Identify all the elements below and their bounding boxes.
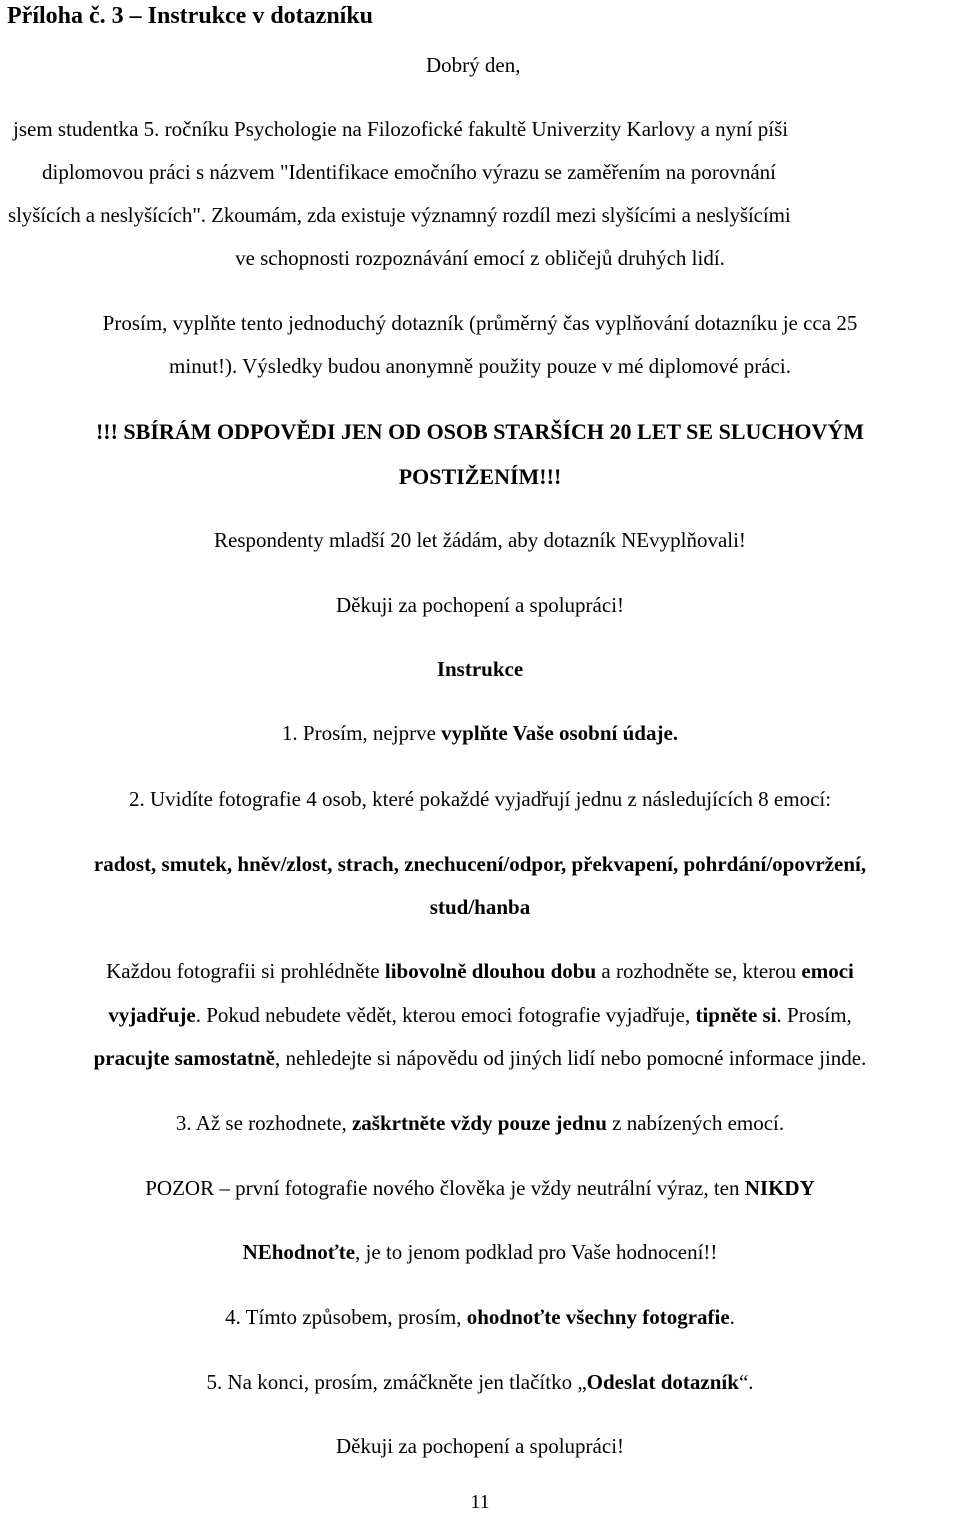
- photo-instruction-line-1: [0, 961, 960, 982]
- step-4-bold: ohodnoťte všechny fotografie: [466, 1305, 730, 1329]
- warning-text: POZOR – první fotografie nového člověka je vždy neutrální výraz, ten: [145, 1176, 745, 1200]
- step-1-text: 1. Prosím, nejprve: [281, 721, 442, 745]
- warning-text-end: , je to jenom podklad pro Vaše hodnocení!!: [355, 1240, 718, 1264]
- photo-text-3: . Pokud nebudete vědět, kterou emoci fotografie vyjadřuje,: [195, 1003, 696, 1027]
- photo-text-2: a rozhodněte se, kterou: [596, 959, 802, 983]
- photo-bold-3: vyjadřuje: [108, 1003, 196, 1027]
- photo-text-1: Každou fotografii si prohlédněte: [106, 959, 385, 983]
- warning-line-2: [0, 1242, 960, 1263]
- photo-text-5: , nehledejte si nápovědu od jiných lidí nebo pomocné informace jinde.: [275, 1046, 867, 1070]
- step-5-text: 5. Na konci, prosím, zmáčkněte jen tlačítko „: [206, 1370, 587, 1394]
- step-4: [0, 1307, 960, 1328]
- step-1-bold: vyplňte Vaše osobní údaje.: [441, 721, 679, 745]
- photo-instruction-line-2: [0, 1005, 960, 1026]
- request-line-2: minut!). Výsledky budou anonymně použity pouze v mé diplomové práci.: [169, 354, 791, 378]
- photo-instruction-line-3: [0, 1048, 960, 1069]
- emotions-line-2: [0, 897, 960, 918]
- step-5-bold: Odeslat dotazník: [586, 1370, 739, 1394]
- photo-bold-1: libovolně dlouhou dobu: [384, 959, 597, 983]
- warning-line-1: [0, 1178, 960, 1199]
- greeting: Dobrý den,: [426, 53, 521, 77]
- photo-bold-5: pracujte samostatně: [93, 1046, 276, 1070]
- warning-bold-1: NIKDY: [744, 1176, 815, 1200]
- step-4-text: 4. Tímto způsobem, prosím,: [225, 1305, 467, 1329]
- request-line-1: Prosím, vyplňte tento jednoduchý dotazník (průměrný čas vyplňování dotazníku je cca 25: [102, 311, 858, 335]
- page-heading: Příloha č. 3 – Instrukce v dotazníku: [7, 3, 374, 29]
- warning-bold-2: NEhodnoťte: [242, 1240, 356, 1264]
- step-3-text: 3. Až se rozhodnete,: [175, 1111, 352, 1135]
- notice-line-1: !!! SBÍRÁM ODPOVĚDI JEN OD OSOB STARŠÍCH 20 LET SE SLUCHOVÝM: [95, 419, 865, 444]
- step-3-bold: zaškrtněte vždy pouze jednu: [351, 1111, 607, 1135]
- photo-bold-4: tipněte si: [695, 1003, 777, 1027]
- photo-bold-2: emoci: [801, 959, 854, 983]
- step-5-text-end: “.: [738, 1370, 754, 1394]
- step-1: [0, 723, 960, 744]
- emotions-list-2: stud/hanba: [429, 895, 531, 919]
- younger-respondents-note: Respondenty mladší 20 let žádám, aby dotazník NEvyplňovali!: [214, 528, 746, 552]
- emotions-list-1: radost, smutek, hněv/zlost, strach, znechucení/odpor, překvapení, pohrdání/opovržení,: [93, 852, 867, 876]
- thanks-text: Děkuji za pochopení a spolupráci!: [335, 593, 625, 617]
- instructions-title: Instrukce: [436, 657, 524, 681]
- step-3-text-end: z nabízených emocí.: [606, 1111, 785, 1135]
- intro-line-3: slyšících a neslyšících". Zkoumám, zda existuje významný rozdíl mezi slyšícími a neslyšícími: [8, 203, 791, 227]
- step-2: 2. Uvidíte fotografie 4 osob, které pokaždé vyjadřují jednu z následujících 8 emocí:: [128, 787, 832, 811]
- intro-line-1: jsem studentka 5. ročníku Psychologie na Filozofické fakultě Univerzity Karlovy a nyní píši: [13, 117, 789, 141]
- step-3: [0, 1113, 960, 1134]
- step-4-text-end: .: [729, 1305, 735, 1329]
- closing-thanks: Děkuji za pochopení a spolupráci!: [335, 1434, 625, 1458]
- notice-line-2: POSTIŽENÍM!!!: [398, 464, 562, 489]
- photo-text-4: . Prosím,: [776, 1003, 852, 1027]
- intro-line-4: ve schopnosti rozpoznávání emocí z obličejů druhých lidí.: [235, 246, 725, 270]
- step-5: [0, 1372, 960, 1393]
- intro-line-2: diplomovou práci s názvem "Identifikace emočního výrazu se zaměřením na porovnání: [42, 160, 776, 184]
- page-number: 11: [470, 1491, 490, 1513]
- emotions-line-1: [0, 854, 960, 875]
